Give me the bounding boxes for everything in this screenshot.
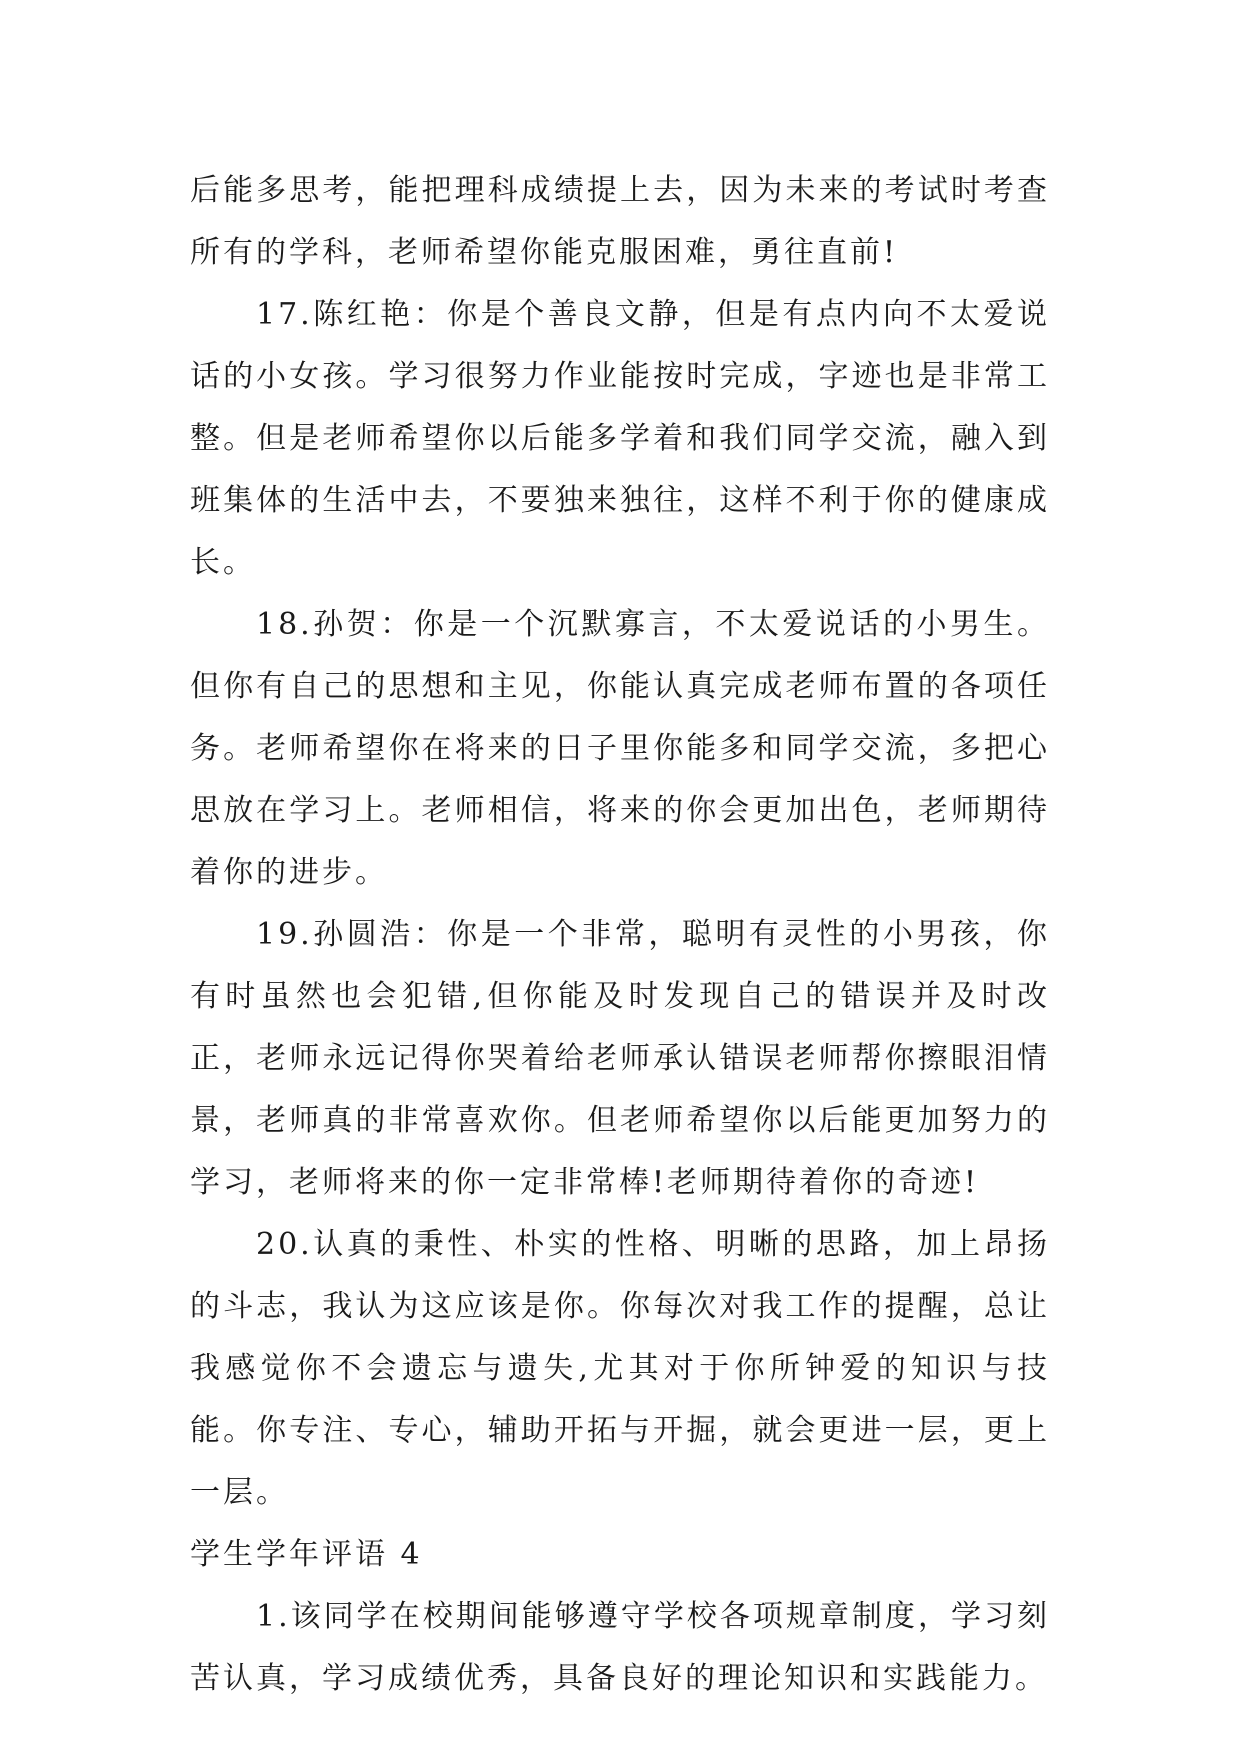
paragraph-comment-20: 20.认真的秉性、朴实的性格、明晰的思路，加上昂扬的斗志，我认为这应该是你。你每次对我工作的提醒，总让我感觉你不会遗忘与遗失,尤其对于你所钟爱的知识与技能。你专注、专心，辅助开拓与开掘，就会更进一层，更上一层。 [190,1227,1050,1510]
paragraph-comment-19: 19.孙圆浩：你是一个非常，聪明有灵性的小男孩，你有时虽然也会犯错,但你能及时发现自己的错误并及时改正，老师永远记得你哭着给老师承认错误老师帮你擦眼泪情景，老师真的非常喜欢你。但老师希望你以后能更加努力的学习，老师将来的你一定非常棒!老师期待着你的奇迹! [190,917,1050,1200]
paragraph-section-item-1: 1.该同学在校期间能够遵守学校各项规章制度，学习刻苦认真，学习成绩优秀，具备良好的理论知识和实践能力。 [190,1599,1050,1696]
paragraph-comment-18: 18.孙贺：你是一个沉默寡言，不太爱说话的小男生。但你有自己的思想和主见，你能认真完成老师布置的各项任务。老师希望你在将来的日子里你能多和同学交流，多把心思放在学习上。老师相信，将来的你会更加出色，老师期待着你的进步。 [190,607,1050,890]
section-heading: 学生学年评语 4 [190,1537,423,1572]
paragraph-continuation: 后能多思考，能把理科成绩提上去，因为未来的考试时考查所有的学科，老师希望你能克服困难，勇往直前! [190,173,1050,270]
paragraph-comment-17: 17.陈红艳：你是个善良文静，但是有点内向不太爱说话的小女孩。学习很努力作业能按时完成，字迹也是非常工整。但是老师希望你以后能多学着和我们同学交流，融入到班集体的生活中去，不要独来独往，这样不利于你的健康成长。 [190,297,1050,580]
document-body [190,160,1050,1710]
